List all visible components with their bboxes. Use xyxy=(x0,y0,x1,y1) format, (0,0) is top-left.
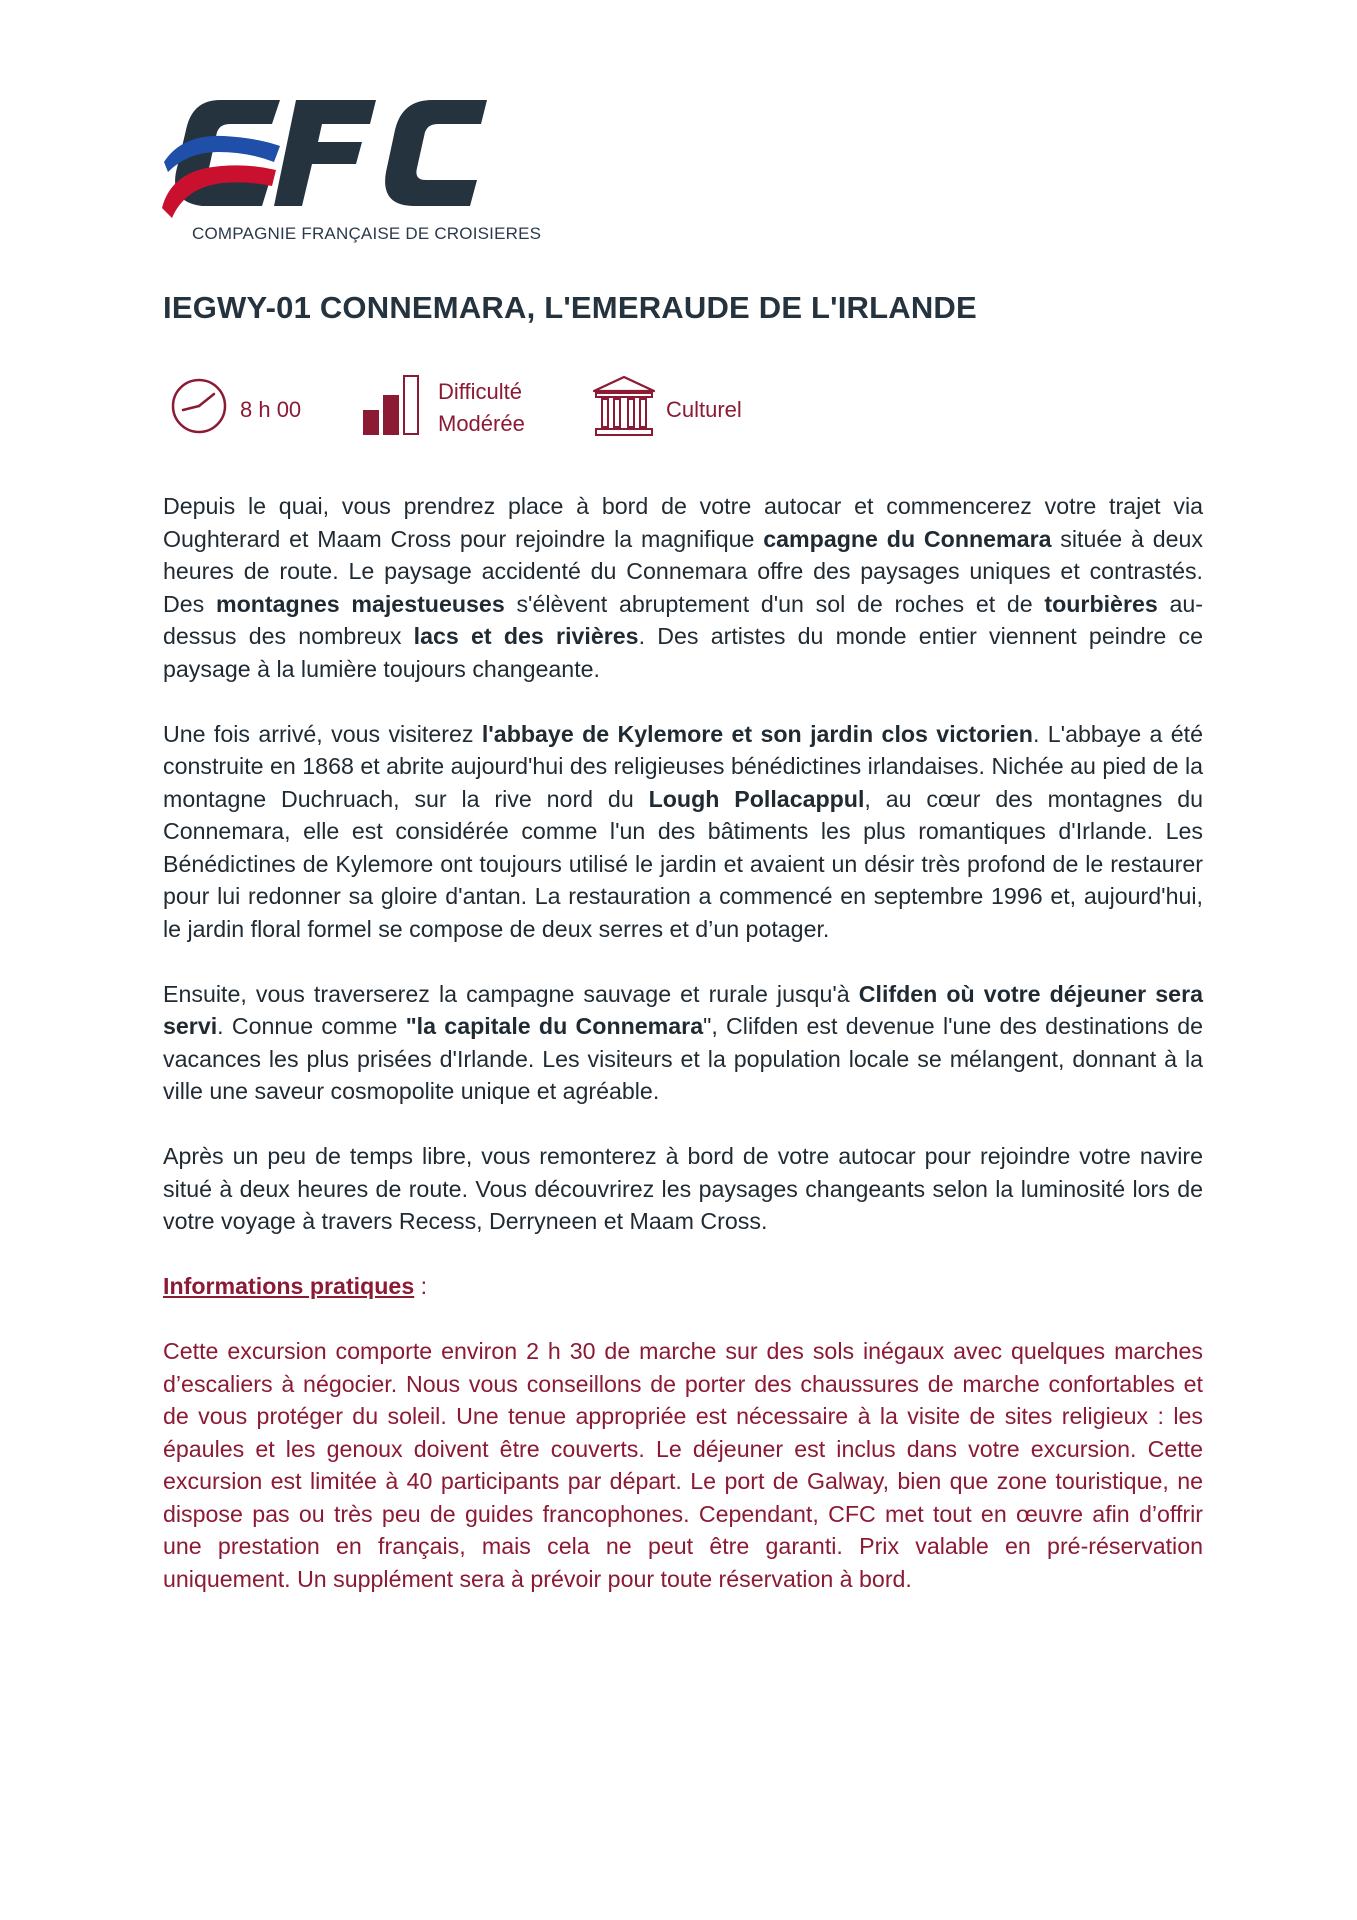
p1-text-4: au-dessus des nombreux xyxy=(163,590,1203,649)
p3-text-2: . Connue comme xyxy=(217,1013,406,1039)
practical-info-heading xyxy=(163,1270,1203,1303)
p2-text-3: , au cœur des montagnes du Connemara, elle est considérée comme l'un des bâtiments les plus romantiques d'Irlande. Les Bénédictines de Kylemore ont toujours utilisé le jardin et avaient un désir très profond de le restaurer pour lui redonner sa gloire d'antan. La restauration a commencé en septembre 1996 et, aujourd'hui, le jardin floral formel se compose de deux serres et d’un potager. xyxy=(163,785,1203,942)
p3-bold-2: "la capitale du Connemara xyxy=(405,1013,704,1039)
category-text: Culturel xyxy=(666,397,742,422)
excursion-description xyxy=(163,490,1203,1628)
p3-text-1: Ensuite, vous traverserez la campagne sauvage et rurale jusqu'à xyxy=(163,980,859,1007)
difficulty-bars-icon xyxy=(363,375,425,437)
duration-text: 8 h 00 xyxy=(240,397,302,422)
p3-bold-1: Clifden où votre déjeuner sera servi xyxy=(163,980,1203,1039)
clock-icon xyxy=(170,377,228,435)
p1-bold-1: campagne du Connemara xyxy=(763,525,1052,552)
practical-info-text: Cette excursion comporte environ 2 h 30 de marche sur des sols inégaux avec quelques marches d’escaliers à négocier. Nous vous conseillons de porter des chaussures de marche confortables et de vous protéger du soleil. Une tenue appropriée est nécessaire à la visite de sites religieux : les épaules et les genoux doivent être couverts. Le déjeuner est inclus dans votre excursion. Cette excursion est limitée à 40 participants par départ. Le port de Galway, bien que zone touristique, ne dispose pas ou très peu de guides francophones. Cependant, CFC met tout en œuvre afin d’offrir une prestation en français, mais cela ne peut être garanti. Prix valable en pré-réservation uniquement. Un supplément sera à prévoir pour toute réservation à bord. xyxy=(163,1338,1203,1592)
practical-info-colon: : xyxy=(414,1273,428,1299)
p1-bold-2: montagnes majestueuses xyxy=(215,590,505,617)
p1-text-2: située à deux heures de route. Le paysage accidenté du Connemara offre des paysages uniques et contrastés. Des xyxy=(163,525,1203,617)
practical-info-title: Informations pratiques xyxy=(163,1273,415,1299)
p2-text-1: Une fois arrivé, vous visiterez xyxy=(163,720,482,747)
cfc-logo-mark xyxy=(162,90,532,220)
difficulty-label: Difficulté xyxy=(438,379,522,404)
paragraph-1 xyxy=(163,490,1203,685)
difficulty-level: Modérée xyxy=(438,411,525,436)
p1-text-1: Depuis le quai, vous prendrez place à bord de votre autocar et commencerez votre trajet via Oughterard et Maam Cross pour rejoindre la magnifique xyxy=(163,493,1203,552)
p1-text-5: . Des artistes du monde entier viennent peindre ce paysage à la lumière toujours changeante. xyxy=(163,623,1204,682)
paragraph-4 xyxy=(163,1140,1203,1238)
paragraph-3 xyxy=(163,978,1203,1108)
page-title: IEGWY-01 CONNEMARA, L'EMERAUDE DE L'IRLANDE xyxy=(163,290,977,325)
p1-bold-3: tourbières xyxy=(1044,590,1158,617)
cfc-logo xyxy=(162,90,542,243)
p2-text-2: . L'abbaye a été construite en 1868 et abrite aujourd'hui des religieuses bénédictines irlandaises. Nichée au pied de la montagne Duchruach, sur la rive nord du xyxy=(163,720,1204,812)
p1-bold-4: lacs et des rivières xyxy=(413,623,639,649)
temple-icon xyxy=(592,375,656,437)
p3-text-3: ", Clifden est devenue l'une des destinations de vacances les plus prisées d'Irlande. Les visiteurs et la population locale se mélangent, donnant à la ville une saveur cosmopolite unique et agréable. xyxy=(163,1013,1204,1104)
p1-text-3: s'élèvent abruptement d'un sol de roches et de xyxy=(504,590,1045,617)
logo-subtitle: COMPAGNIE FRANÇAISE DE CROISIERES xyxy=(192,224,542,243)
p2-bold-1: l'abbaye de Kylemore et son jardin clos victorien xyxy=(481,720,1033,747)
p2-bold-2: Lough Pollacappul xyxy=(648,785,865,812)
p4-text-1: Après un peu de temps libre, vous remonterez à bord de votre autocar pour rejoindre votre navire situé à deux heures de route. Vous découvrirez les paysages changeants selon la luminosité lors de votre voyage à travers Recess, Derryneen et Maam Cross. xyxy=(163,1143,1203,1234)
practical-info xyxy=(163,1270,1203,1595)
paragraph-2 xyxy=(163,718,1203,946)
